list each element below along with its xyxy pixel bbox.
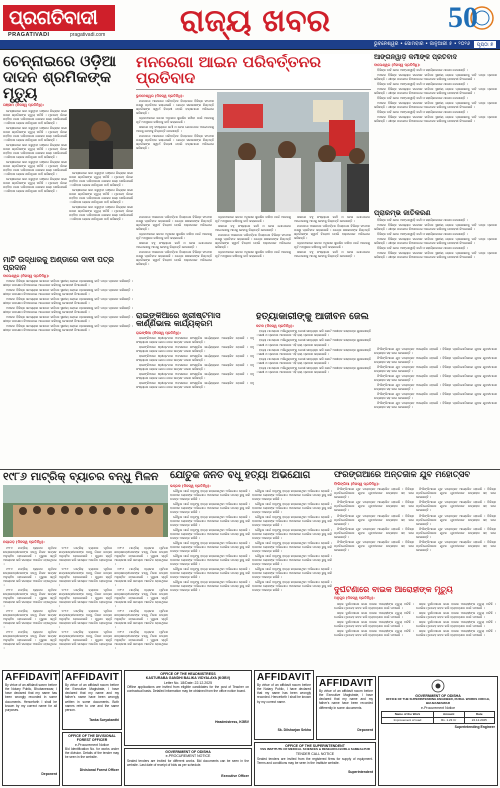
article-byline: ବାଲେଶ୍ୱର (ନିଜସ୍ୱ ପ୍ରତିନିଧି): [3, 273, 50, 278]
notice-subtitle: VSS INSTITUTE OF MEDICAL SCIENCES & RESEARCH BURLA SAMBALPUR [260, 747, 370, 752]
article-byline: ଭଦ୍ରକ (ନିଜସ୍ୱ ପ୍ରତିନିଧି): [170, 483, 211, 488]
masthead [0, 0, 500, 50]
reunion-group-photo [3, 485, 168, 537]
article-byline: ନୟାଗଡ଼ (ନିଜସ୍ୱ ପ୍ରତିନିଧି): [3, 540, 45, 545]
notice-signature: Deponent [357, 728, 373, 732]
notice-signature: Executive Officer [221, 773, 249, 778]
table-header: Amount [433, 712, 464, 718]
odisha-emblem-icon [431, 679, 445, 693]
notice-signature: Divisional Forest Officer [79, 768, 119, 773]
notice-subtitle: OFFICE OF THE SUPERINTENDING ENGINEER, RURAL WORKS CIRCLE, BHUBANESWAR [385, 697, 491, 706]
article-subheadline: ପ୍ରାରମ୍ଭ ଜାତିକରଣ [374, 209, 431, 218]
affidavit-notice-2[interactable] [62, 670, 122, 730]
notice-type: e-Procurement Notice [420, 705, 456, 710]
notice-signature: Deponent [41, 772, 57, 776]
notice-title: GOVERNMENT OF ODISHA [165, 750, 211, 754]
newspaper-logo[interactable]: ପ୍ରଗତିବାଦୀ [3, 5, 115, 31]
article-byline: କଟକ (ନିଜସ୍ୱ ପ୍ରତିନିଧି): [256, 323, 294, 328]
article-headline: ଆଙ୍ଗନୱାଡ଼ି କର୍ମୀଙ୍କ ପ୍ରତିବାଦ [374, 54, 457, 61]
notice-subtitle: KASTURABA GANDHI BALIKA VIDYALAYA (KGBV) [145, 676, 231, 681]
rural-works-notice[interactable] [378, 676, 498, 786]
section-title: ରାଜ୍ୟ ଖବର [179, 3, 331, 39]
affidavit-notice-4[interactable] [316, 676, 376, 740]
notice-heading: AFFIDAVIT [65, 672, 120, 683]
worker-portrait-photo [69, 109, 133, 169]
article-headline: ରାଇଙ୍କିଆରେ ଖ୍ରୀଷ୍ଟମାସ କାର୍ଣ୍ଣିଭାଲ କାର୍ଯ୍ୟକ୍ରମ [136, 312, 221, 329]
table-header: Name of the Work [382, 712, 434, 718]
article-youth-festival[interactable]: ଫିରିଙ୍ଗିଆରେ ଅନ୍ତର୍ଜାଳ ଯୁବ ମହୋତ୍ସବ ଫିରିଙ୍ଗିଆ (ନିଜସ୍ୱ ପ୍ରତିନିଧି): ଫିରିଙ୍ଗିଆରେ ଯୁବ ମହୋତ୍ସବ ଆୟୋଜିତ ହୋଇଛି । ବିଭିନ୍ନ ପ୍ରତିଯୋଗିତାରେ ଯୁବକ ଯୁବତୀମାନେ ଉତ୍ସାହର ସହ ଭାଗ ନେଇଛନ୍ତି । ଫିରିଙ୍ଗିଆରେ ଯୁବ ମହୋତ୍ସବ ଆୟୋଜିତ ହୋଇଛି । ବିଭିନ୍ନ ପ୍ରତିଯୋଗିତାରେ ଯୁବକ ଯୁବତୀମାନେ ଉତ୍ସାହର ସହ ଭାଗ ନେଇଛନ୍ତି । ଫିରିଙ୍ଗିଆରେ ଯୁବ ମହୋତ୍ସବ ଆୟୋଜିତ ହୋଇଛି । ବିଭିନ୍ନ ପ୍ରତିଯୋଗିତାରେ ଯୁବକ ଯୁବତୀମାନେ ଉତ୍ସାହର ସହ ଭାଗ ନେଇଛନ୍ତି । ଫିରିଙ୍ଗିଆରେ ଯୁବ ମହୋତ୍ସବ ଆୟୋଜିତ ହୋଇଛି । ବିଭିନ୍ନ ପ୍ରତିଯୋଗିତାରେ ଯୁବକ ଯୁବତୀମାନେ ଉତ୍ସାହର ସହ ଭାଗ ନେଇଛନ୍ତି । ଫିରିଙ୍ଗିଆରେ ଯୁବ ମହୋତ୍ସବ ଆୟୋଜିତ ହୋଇଛି । ବିଭିନ୍ନ ପ୍ରତିଯୋଗିତାରେ ଯୁବକ ଯୁବତୀମାନେ ଉତ୍ସାହର ସହ ଭାଗ ନେଇଛନ୍ତି । ଫିରିଙ୍ଗିଆରେ ଯୁବ ମହୋତ୍ସବ ଆୟୋଜିତ ହୋଇଛି । ବିଭିନ୍ନ ପ୍ରତିଯୋଗିତାରେ ଯୁବକ ଯୁବତୀମାନେ ଉତ୍ସାହର ସହ ଭାଗ ନେଇଛନ୍ତି । ଫିରିଙ୍ଗିଆରେ ଯୁବ ମହୋତ୍ସବ ଆୟୋଜିତ ହୋଇଛି । ବିଭିନ୍ନ ପ୍ରତିଯୋଗିତାରେ ଯୁବକ ଯୁବତୀମାନେ ଉତ୍ସାହର ସହ ଭାଗ ନେଇଛନ୍ତି । ଫିରିଙ୍ଗିଆରେ ଯୁବ ମହୋତ୍ସବ ଆୟୋଜିତ ହୋଇଛି । ବିଭିନ୍ନ ପ୍ରତିଯୋଗିତାରେ ଯୁବକ ଯୁବତୀମାନେ ଉତ୍ସାହର ସହ ଭାଗ ନେଇଛନ୍ତି । ଫିରିଙ୍ଗିଆରେ ଯୁବ ମହୋତ୍ସବ ଆୟୋଜିତ ହୋଇଛି । ବିଭିନ୍ନ ପ୍ରତିଯୋଗିତାରେ ଯୁବକ ଯୁବତୀମାନେ ଉତ୍ସାହର ସହ ଭାଗ ନେଇଛନ୍ତି । ଫିରିଙ୍ଗିଆରେ ଯୁବ ମହୋତ୍ସବ ଆୟୋଜିତ ହୋଇଛି । ବିଭିନ୍ନ ପ୍ରତିଯୋଗିତାରେ ଯୁବକ ଯୁବତୀମାନେ ଉତ୍ସାହର ସହ ଭାଗ ନେଇଛନ୍ତି । [334, 471, 496, 552]
anniversary-number: 50 [448, 1, 478, 34]
notice-body: Sealed tenders are invited from the registered firms for supply of equipment. Terms and conditions may be seen in the Institute website. [257, 756, 373, 765]
notice-body: By virtue of an affidavit sworn before the Executive Magistrate, I have declared that my name and my father's name have been recorded differently in some documents. [319, 689, 373, 710]
article-headline: ଫିରିଙ୍ଗିଆରେ ଅନ୍ତର୍ଜାଳ ଯୁବ ମହୋତ୍ସବ [334, 471, 471, 480]
notice-title: OFFICE OF THE DIVISIONAL FOREST OFFICER [68, 734, 116, 743]
article-byline: ଭୁବନେଶ୍ୱର (ନିଜସ୍ୱ ପ୍ରତିନିଧି): [136, 93, 184, 98]
notice-signature: Tanka Suryakanthi [89, 718, 119, 722]
notice-signature: Headmistress, KGBV [215, 720, 249, 725]
page-number: ପୃଷ୍ଠା ୭ [473, 40, 497, 49]
notice-body: Bid Identification No. for works under the division. Details of the tender may be seen in the website. [65, 747, 119, 760]
notice-body: Sealed tenders are invited for different works. Bid documents can be seen in the website. Last date of receipt of bids as per schedule. [127, 758, 249, 767]
article-headline: ମାଟି ଉଦ୍ଧାରକୁ ଅଣ୍ଡାରେ ଦାବୀ ପତ୍ର ପ୍ରଦାନ [3, 256, 114, 272]
table-header: Date [464, 712, 494, 718]
tender-table [381, 711, 495, 724]
article-body: ବିଭିନ୍ନ ଦାବି ନେଇ ଆଙ୍ଗନୱାଡ଼ି କର୍ମୀ ଓ ସହାୟିକାମାନେ ଧାରଣା ଦେଇଛନ୍ତି । ଅଞ୍ଚଳର ବିଭିନ୍ନ ସମସ୍ୟାର ସମାଧାନ ଦାବିରେ ସ୍ଥାନୀୟ ଲୋକେ ପ୍ରଶାସନକୁ ଦାବି ପତ୍ର ପ୍ରଦାନ କରିଛନ୍ତି । ଶୀଘ୍ର ପଦକ୍ଷେପ ନିଆନଗଲେ ଆନ୍ଦୋଳନ କରିବାକୁ ଚେତାବନୀ ଦିଆଯାଇଛି । ବିଭିନ୍ନ ଦାବି ନେଇ ଆଙ୍ଗନୱାଡ଼ି କର୍ମୀ ଓ ସହାୟିକାମାନେ ଧାରଣା ଦେଇଛନ୍ତି । ଅଞ୍ଚଳର ବିଭିନ୍ନ ସମସ୍ୟାର ସମାଧାନ ଦାବିରେ ସ୍ଥାନୀୟ ଲୋକେ ପ୍ରଶାସନକୁ ଦାବି ପତ୍ର ପ୍ରଦାନ କରିଛନ୍ତି । ଶୀଘ୍ର ପଦକ୍ଷେପ ନିଆନଗଲେ ଆନ୍ଦୋଳନ କରିବାକୁ ଚେତାବନୀ ଦିଆଯାଇଛି । ବିଭିନ୍ନ ଦାବି ନେଇ ଆଙ୍ଗନୱାଡ଼ି କର୍ମୀ ଓ ସହାୟିକାମାନେ ଧାରଣା ଦେଇଛନ୍ତି । ଅଞ୍ଚଳର ବିଭିନ୍ନ ସମସ୍ୟାର ସମାଧାନ ଦାବିରେ ସ୍ଥାନୀୟ ଲୋକେ ପ୍ରଶାସନକୁ ଦାବି ପତ୍ର ପ୍ରଦାନ କରିଛନ୍ତି । ଶୀଘ୍ର ପଦକ୍ଷେପ ନିଆନଗଲେ ଆନ୍ଦୋଳନ କରିବାକୁ ଚେତାବନୀ ଦିଆଯାଇଛି । ବିଭିନ୍ନ ଦାବି ନେଇ ଆଙ୍ଗନୱାଡ଼ି କର୍ମୀ ଓ ସହାୟିକାମାନେ ଧାରଣା ଦେଇଛନ୍ତି । ଅଞ୍ଚଳର ବିଭିନ୍ନ ସମସ୍ୟାର ସମାଧାନ ଦାବିରେ ସ୍ଥାନୀୟ ଲୋକେ ପ୍ରଶାସନକୁ ଦାବି ପତ୍ର ପ୍ରଦାନ କରିଛନ୍ତି । ଶୀଘ୍ର ପଦକ୍ଷେପ ନିଆନଗଲେ ଆନ୍ଦୋଳନ କରିବାକୁ ଚେତାବନୀ ଦିଆଯାଇଛି । [374, 68, 497, 124]
article-byline: ବାଲେଶ୍ୱର (ନିଜସ୍ୱ ପ୍ରତିନିଧି): [374, 62, 421, 67]
article-headline: ଦୁର୍ଘଟଣାରେ ବାଇକ ଆରୋହୀଙ୍କ ମୃତ୍ୟୁ [334, 586, 453, 594]
forest-office-notice[interactable] [62, 732, 122, 786]
notice-signature: Superintending Engineer [454, 724, 495, 729]
notice-heading: AFFIDAVIT [257, 672, 312, 683]
article-body: ରାଇଙ୍କିଆରେ ଖ୍ରୀଷ୍ଟମାସ ଅବସରରେ ସାଂସ୍କୃତିକ କାର୍ଯ୍ୟକ୍ରମ ଆୟୋଜିତ ହୋଇଛି । ବହୁ ସଂଖ୍ୟାରେ ଲୋକେ ଯୋଗ ଦେଇ ଉତ୍ସବ ପାଳନ କରିଛନ୍ତି । ରାଇଙ୍କିଆରେ ଖ୍ରୀଷ୍ଟମାସ ଅବସରରେ ସାଂସ୍କୃତିକ କାର୍ଯ୍ୟକ୍ରମ ଆୟୋଜିତ ହୋଇଛି । ବହୁ ସଂଖ୍ୟାରେ ଲୋକେ ଯୋଗ ଦେଇ ଉତ୍ସବ ପାଳନ କରିଛନ୍ତି । ରାଇଙ୍କିଆରେ ଖ୍ରୀଷ୍ଟମାସ ଅବସରରେ ସାଂସ୍କୃତିକ କାର୍ଯ୍ୟକ୍ରମ ଆୟୋଜିତ ହୋଇଛି । ବହୁ ସଂଖ୍ୟାରେ ଲୋକେ ଯୋଗ ଦେଇ ଉତ୍ସବ ପାଳନ କରିଛନ୍ତି । ରାଇଙ୍କିଆରେ ଖ୍ରୀଷ୍ଟମାସ ଅବସରରେ ସାଂସ୍କୃତିକ କାର୍ଯ୍ୟକ୍ରମ ଆୟୋଜିତ ହୋଇଛି । ବହୁ ସଂଖ୍ୟାରେ ଲୋକେ ଯୋଗ ଦେଇ ଉତ୍ସବ ପାଳନ କରିଛନ୍ତି । ରାଇଙ୍କିଆରେ ଖ୍ରୀଷ୍ଟମାସ ଅବସରରେ ସାଂସ୍କୃତିକ କାର୍ଯ୍ୟକ୍ରମ ଆୟୋଜିତ ହୋଇଛି । ବହୁ ସଂଖ୍ୟାରେ ଲୋକେ ଯୋଗ ଦେଇ ଉତ୍ସବ ପାଳନ କରିଛନ୍ତି । ରାଇଙ୍କିଆରେ ଖ୍ରୀଷ୍ଟମାସ ଅବସରରେ ସାଂସ୍କୃତିକ କାର୍ଯ୍ୟକ୍ରମ ଆୟୋଜିତ ହୋଇଛି । ବହୁ ସଂଖ୍ୟାରେ ଲୋକେ ଯୋଗ ଦେଇ ଉତ୍ସବ ପାଳନ କରିଛନ୍ତି । [136, 336, 254, 390]
article-body: ମନରେଗା ଆଇନରେ ପରିବର୍ତ୍ତନ ବିରୋଧରେ ବିଭିନ୍ନ ସଂଗଠନ ପକ୍ଷରୁ ପ୍ରତିବାଦ କରାଯାଇଛି । କେନ୍ଦ୍ର ସରକାରଙ୍କ ନିଷ୍ପତ୍ତି ଶ୍ରମିକଙ୍କ ସ୍ୱାର୍ଥ ବିରୋଧୀ ବୋଲି ବକ୍ତାମାନେ ଅଭିଯୋଗ କରିଛନ୍ତି । ଗ୍ରାମାଞ୍ଚଳରେ କାମର ଅଧିକାର ସୁରକ୍ଷିତ ରଖିବା ପାଇଁ ଆଇନକୁ ପୂର୍ବ ଅବସ୍ଥାରେ ରଖିବାକୁ ଦାବି କରାଯାଇଛି । ସଭାରେ ବହୁ ସଂଖ୍ୟାରେ କର୍ମୀ ଓ ନେତା ଯୋଗଦେଇ ଆନ୍ଦୋଳନକୁ ଆଗକୁ ନେବାକୁ ନିଷ୍ପତ୍ତି ନେଇଛନ୍ତି । ମନରେଗା ଆଇନରେ ପରିବର୍ତ୍ତନ ବିରୋଧରେ ବିଭିନ୍ନ ସଂଗଠନ ପକ୍ଷରୁ ପ୍ରତିବାଦ କରାଯାଇଛି । କେନ୍ଦ୍ର ସରକାରଙ୍କ ନିଷ୍ପତ୍ତି ଶ୍ରମିକଙ୍କ ସ୍ୱାର୍ଥ ବିରୋଧୀ ବୋଲି ବକ୍ତାମାନେ ଅଭିଯୋଗ କରିଛନ୍ତି । [136, 99, 214, 151]
article-dadan-worker[interactable]: ଚେନ୍ନାଇରେ ଓଡ଼ିଆ ଦାଦନ ଶ୍ରମିକଙ୍କ ମୃତ୍ୟୁ ଗଞ୍ଜାମ (ନିଜସ୍ୱ ପ୍ରତିନିଧି): ଚେନ୍ନାଇରେ କାମ କରୁଥିବା ଗଞ୍ଜାମ ଜିଲ୍ଲାର ଜଣେ ଦାଦନ ଶ୍ରମିକଙ୍କ ମୃତ୍ୟୁ ଘଟିଛି । ମୃତଦେହ ଗାଁରେ ପହଞ୍ଚିବା ପରେ ପରିବାରରେ ଶୋକର ଛାୟା ଖେଳିଯାଇଛି । ପରିବାର ଲୋକେ କ୍ଷତିପୂରଣ ଦାବି କରିଛନ୍ତି । ଚେନ୍ନାଇରେ କାମ କରୁଥିବା ଗଞ୍ଜାମ ଜିଲ୍ଲାର ଜଣେ ଦାଦନ ଶ୍ରମିକଙ୍କ ମୃତ୍ୟୁ ଘଟିଛି । ମୃତଦେହ ଗାଁରେ ପହଞ୍ଚିବା ପରେ ପରିବାରରେ ଶୋକର ଛାୟା ଖେଳିଯାଇଛି । ପରିବାର ଲୋକେ କ୍ଷତିପୂରଣ ଦାବି କରିଛନ୍ତି । ଚେନ୍ନାଇରେ କାମ କରୁଥିବା ଗଞ୍ଜାମ ଜିଲ୍ଲାର ଜଣେ ଦାଦନ ଶ୍ରମିକଙ୍କ ମୃତ୍ୟୁ ଘଟିଛି । ମୃତଦେହ ଗାଁରେ ପହଞ୍ଚିବା ପରେ ପରିବାରରେ ଶୋକର ଛାୟା ଖେଳିଯାଇଛି । ପରିବାର ଲୋକେ କ୍ଷତିପୂରଣ ଦାବି କରିଛନ୍ତି । ଚେନ୍ନାଇରେ କାମ କରୁଥିବା ଗଞ୍ଜାମ ଜିଲ୍ଲାର ଜଣେ ଦାଦନ ଶ୍ରମିକଙ୍କ ମୃତ୍ୟୁ ଘଟିଛି । ମୃତଦେହ ଗାଁରେ ପହଞ୍ଚିବା ପରେ ପରିବାରରେ ଶୋକର ଛାୟା ଖେଳିଯାଇଛି । ପରିବାର ଲୋକେ କ୍ଷତିପୂରଣ ଦାବି କରିଛନ୍ତି । ଚେନ୍ନାଇରେ କାମ କରୁଥିବା ଗଞ୍ଜାମ ଜିଲ୍ଲାର ଜଣେ ଦାଦନ ଶ୍ରମିକଙ୍କ ମୃତ୍ୟୁ ଘଟିଛି । ମୃତଦେହ ଗାଁରେ ପହଞ୍ଚିବା ପରେ ପରିବାରରେ ଶୋକର ଛାୟା ଖେଳିଯାଇଛି । ପରିବାର ଲୋକେ କ୍ଷତିପୂରଣ ଦାବି କରିଛନ୍ତି । ଚେନ୍ନାଇରେ କାମ କରୁଥିବା ଗଞ୍ଜାମ ଜିଲ୍ଲାର ଜଣେ ଦାଦନ ଶ୍ରମିକଙ୍କ ମୃତ୍ୟୁ ଘଟିଛି । ମୃତଦେହ ଗାଁରେ ପହଞ୍ଚିବା ପରେ ପରିବାରରେ ଶୋକର ଛାୟା ଖେଳିଯାଇଛି । ପରିବାର ଲୋକେ କ୍ଷତିପୂରଣ ଦାବି କରିଛନ୍ତି । ଚେନ୍ନାଇରେ କାମ କରୁଥିବା ଗଞ୍ଜାମ ଜିଲ୍ଲାର ଜଣେ ଦାଦନ ଶ୍ରମିକଙ୍କ ମୃତ୍ୟୁ ଘଟିଛି । ମୃତଦେହ ଗାଁରେ ପହଞ୍ଚିବା ପରେ ପରିବାରରେ ଶୋକର ଛାୟା ଖେଳିଯାଇଛି । ପରିବାର ଲୋକେ କ୍ଷତିପୂରଣ ଦାବି କରିଛନ୍ତି । ଚେନ୍ନାଇରେ କାମ କରୁଥିବା ଗଞ୍ଜାମ ଜିଲ୍ଲାର ଜଣେ ଦାଦନ ଶ୍ରମିକଙ୍କ ମୃତ୍ୟୁ ଘଟିଛି । ମୃତଦେହ ଗାଁରେ ପହଞ୍ଚିବା ପରେ ପରିବାରରେ ଶୋକର ଛାୟା ଖେଳିଯାଇଛି । ପରିବାର ଲୋକେ କ୍ଷତିପୂରଣ ଦାବି କରିଛନ୍ତି । [3, 54, 133, 254]
article-byline: ଅନୁଗୁଳ (ନିଜସ୍ୱ ପ୍ରତିନିଧି): [334, 596, 375, 601]
notice-heading: AFFIDAVIT [319, 678, 374, 689]
affidavit-notice-1[interactable] [2, 670, 60, 786]
article-bike-accident[interactable]: ଦୁର୍ଘଟଣାରେ ବାଇକ ଆରୋହୀଙ୍କ ମୃତ୍ୟୁ ଅନୁଗୁଳ (ନିଜସ୍ୱ ପ୍ରତିନିଧି): ସଡ଼କ ଦୁର୍ଘଟଣାରେ ଜଣେ ବାଇକ ଆରୋହୀଙ୍କ ମୃତ୍ୟୁ ଘଟିଛି । ପୋଲିସ ମୃତଦେହ ଜବତ କରି ବ୍ୟବଚ୍ଛେଦ ପାଇଁ ପଠାଇଛି । ସଡ଼କ ଦୁର୍ଘଟଣାରେ ଜଣେ ବାଇକ ଆରୋହୀଙ୍କ ମୃତ୍ୟୁ ଘଟିଛି । ପୋଲିସ ମୃତଦେହ ଜବତ କରି ବ୍ୟବଚ୍ଛେଦ ପାଇଁ ପଠାଇଛି । ସଡ଼କ ଦୁର୍ଘଟଣାରେ ଜଣେ ବାଇକ ଆରୋହୀଙ୍କ ମୃତ୍ୟୁ ଘଟିଛି । ପୋଲିସ ମୃତଦେହ ଜବତ କରି ବ୍ୟବଚ୍ଛେଦ ପାଇଁ ପଠାଇଛି । ସଡ଼କ ଦୁର୍ଘଟଣାରେ ଜଣେ ବାଇକ ଆରୋହୀଙ୍କ ମୃତ୍ୟୁ ଘଟିଛି । ପୋଲିସ ମୃତଦେହ ଜବତ କରି ବ୍ୟବଚ୍ଛେଦ ପାଇଁ ପଠାଇଛି । ସଡ଼କ ଦୁର୍ଘଟଣାରେ ଜଣେ ବାଇକ ଆରୋହୀଙ୍କ ମୃତ୍ୟୁ ଘଟିଛି । ପୋଲିସ ମୃତଦେହ ଜବତ କରି ବ୍ୟବଚ୍ଛେଦ ପାଇଁ ପଠାଇଛି । ସଡ଼କ ଦୁର୍ଘଟଣାରେ ଜଣେ ବାଇକ ଆରୋହୀଙ୍କ ମୃତ୍ୟୁ ଘଟିଛି । ପୋଲିସ ମୃତଦେହ ଜବତ କରି ବ୍ୟବଚ୍ଛେଦ ପାଇଁ ପଠାଇଛି । ସଡ଼କ ଦୁର୍ଘଟଣାରେ ଜଣେ ବାଇକ ଆରୋହୀଙ୍କ ମୃତ୍ୟୁ ଘଟିଛି । ପୋଲିସ ମୃତଦେହ ଜବତ କରି ବ୍ୟବଚ୍ଛେଦ ପାଇଁ ପଠାଇଛି । ସଡ଼କ ଦୁର୍ଘଟଣାରେ ଜଣେ ବାଇକ ଆରୋହୀଙ୍କ ମୃତ୍ୟୁ ଘଟିଛି । ପୋଲିସ ମୃତଦେହ ଜବତ କରି ବ୍ୟବଚ୍ଛେଦ ପାଇଁ ପଠାଇଛି । [334, 586, 496, 637]
notice-letter-number: Letter No. 18/Date: 22.12.2025 [163, 680, 213, 685]
article-christmas-carnival[interactable] [136, 312, 254, 467]
notice-subtitle: e-PROCUREMENT NOTICE [165, 754, 211, 759]
article-anganwadi-protest[interactable]: ଆଙ୍ଗନୱାଡ଼ି କର୍ମୀଙ୍କ ପ୍ରତିବାଦ ବାଲେଶ୍ୱର (ନିଜସ୍ୱ ପ୍ରତିନିଧି): ବିଭିନ୍ନ ଦାବି ନେଇ ଆଙ୍ଗନୱାଡ଼ି କର୍ମୀ ଓ ସହାୟିକାମାନେ ଧାରଣା ଦେଇଛନ୍ତି । ଅଞ୍ଚଳର ବିଭିନ୍ନ ସମସ୍ୟାର ସମାଧାନ ଦାବିରେ ସ୍ଥାନୀୟ ଲୋକେ ପ୍ରଶାସନକୁ ଦାବି ପତ୍ର ପ୍ରଦାନ କରିଛନ୍ତି । ଶୀଘ୍ର ପଦକ୍ଷେପ ନିଆନଗଲେ ଆନ୍ଦୋଳନ କରିବାକୁ ଚେତାବନୀ ଦିଆଯାଇଛି । ବିଭିନ୍ନ ଦାବି ନେଇ ଆଙ୍ଗନୱାଡ଼ି କର୍ମୀ ଓ ସହାୟିକାମାନେ ଧାରଣା ଦେଇଛନ୍ତି । ଅଞ୍ଚଳର ବିଭିନ୍ନ ସମସ୍ୟାର ସମାଧାନ ଦାବିରେ ସ୍ଥାନୀୟ ଲୋକେ ପ୍ରଶାସନକୁ ଦାବି ପତ୍ର ପ୍ରଦାନ କରିଛନ୍ତି । ଶୀଘ୍ର ପଦକ୍ଷେପ ନିଆନଗଲେ ଆନ୍ଦୋଳନ କରିବାକୁ ଚେତାବନୀ ଦିଆଯାଇଛି । ବିଭିନ୍ନ ଦାବି ନେଇ ଆଙ୍ଗନୱାଡ଼ି କର୍ମୀ ଓ ସହାୟିକାମାନେ ଧାରଣା ଦେଇଛନ୍ତି । ଅଞ୍ଚଳର ବିଭିନ୍ନ ସମସ୍ୟାର ସମାଧାନ ଦାବିରେ ସ୍ଥାନୀୟ ଲୋକେ ପ୍ରଶାସନକୁ ଦାବି ପତ୍ର ପ୍ରଦାନ କରିଛନ୍ତି । ଶୀଘ୍ର ପଦକ୍ଷେପ ନିଆନଗଲେ ଆନ୍ଦୋଳନ କରିବାକୁ ଚେତାବନୀ ଦିଆଯାଇଛି । ବିଭିନ୍ନ ଦାବି ନେଇ ଆଙ୍ଗନୱାଡ଼ି କର୍ମୀ ଓ ସହାୟିକାମାନେ ଧାରଣା ଦେଇଛନ୍ତି । ଅଞ୍ଚଳର ବିଭିନ୍ନ ସମସ୍ୟାର ସମାଧାନ ଦାବିରେ ସ୍ଥାନୀୟ ଲୋକେ ପ୍ରଶାସନକୁ ଦାବି ପତ୍ର ପ୍ରଦାନ କରିଛନ୍ତି । ଶୀଘ୍ର ପଦକ୍ଷେପ ନିଆନଗଲେ ଆନ୍ଦୋଳନ କରିବାକୁ ଚେତାବନୀ ଦିଆଯାଇଛି । ପ୍ରାରମ୍ଭ ଜାତିକରଣ ବିଭିନ୍ନ ଦାବି ନେଇ ଆଙ୍ଗନୱାଡ଼ି କର୍ମୀ ଓ ସହାୟିକାମାନେ ଧାରଣା ଦେଇଛନ୍ତି । ଅଞ୍ଚଳର ବିଭିନ୍ନ ସମସ୍ୟାର ସମାଧାନ ଦାବିରେ ସ୍ଥାନୀୟ ଲୋକେ ପ୍ରଶାସନକୁ ଦାବି ପତ୍ର ପ୍ରଦାନ କରିଛନ୍ତି । ଶୀଘ୍ର ପଦକ୍ଷେପ ନିଆନଗଲେ ଆନ୍ଦୋଳନ କରିବାକୁ ଚେତାବନୀ ଦିଆଯାଇଛି । ବିଭିନ୍ନ ଦାବି ନେଇ ଆଙ୍ଗନୱାଡ଼ି କର୍ମୀ ଓ ସହାୟିକାମାନେ ଧାରଣା ଦେଇଛନ୍ତି । ଅଞ୍ଚଳର ବିଭିନ୍ନ ସମସ୍ୟାର ସମାଧାନ ଦାବିରେ ସ୍ଥାନୀୟ ଲୋକେ ପ୍ରଶାସନକୁ ଦାବି ପତ୍ର ପ୍ରଦାନ କରିଛନ୍ତି । ଶୀଘ୍ର ପଦକ୍ଷେପ ନିଆନଗଲେ ଆନ୍ଦୋଳନ କରିବାକୁ ଚେତାବନୀ ଦିଆଯାଇଛି । ବିଭିନ୍ନ ଦାବି ନେଇ ଆଙ୍ଗନୱାଡ଼ି କର୍ମୀ ଓ ସହାୟିକାମାନେ ଧାରଣା ଦେଇଛନ୍ତି । ଅଞ୍ଚଳର ବିଭିନ୍ନ ସମସ୍ୟାର ସମାଧାନ ଦାବିରେ ସ୍ଥାନୀୟ ଲୋକେ ପ୍ରଶାସନକୁ ଦାବି ପତ୍ର ପ୍ରଦାନ କରିଛନ୍ତି । ଶୀଘ୍ର ପଦକ୍ଷେପ ନିଆନଗଲେ ଆନ୍ଦୋଳନ କରିବାକୁ ଚେତାବନୀ ଦିଆଯାଇଛି । [374, 54, 497, 259]
vimsar-tender-notice[interactable] [254, 742, 376, 786]
article-youth-festival-side[interactable]: ଫିରିଙ୍ଗିଆରେ ଯୁବ ମହୋତ୍ସବ ଆୟୋଜିତ ହୋଇଛି । ବିଭିନ୍ନ ପ୍ରତିଯୋଗିତାରେ ଯୁବକ ଯୁବତୀମାନେ ଉତ୍ସାହର ସହ ଭାଗ ନେଇଛନ୍ତି । ଫିରିଙ୍ଗିଆରେ ଯୁବ ମହୋତ୍ସବ ଆୟୋଜିତ ହୋଇଛି । ବିଭିନ୍ନ ପ୍ରତିଯୋଗିତାରେ ଯୁବକ ଯୁବତୀମାନେ ଉତ୍ସାହର ସହ ଭାଗ ନେଇଛନ୍ତି । ଫିରିଙ୍ଗିଆରେ ଯୁବ ମହୋତ୍ସବ ଆୟୋଜିତ ହୋଇଛି । ବିଭିନ୍ନ ପ୍ରତିଯୋଗିତାରେ ଯୁବକ ଯୁବତୀମାନେ ଉତ୍ସାହର ସହ ଭାଗ ନେଇଛନ୍ତି । ଫିରିଙ୍ଗିଆରେ ଯୁବ ମହୋତ୍ସବ ଆୟୋଜିତ ହୋଇଛି । ବିଭିନ୍ନ ପ୍ରତିଯୋଗିତାରେ ଯୁବକ ଯୁବତୀମାନେ ଉତ୍ସାହର ସହ ଭାଗ ନେଇଛନ୍ତି । ଫିରିଙ୍ଗିଆରେ ଯୁବ ମହୋତ୍ସବ ଆୟୋଜିତ ହୋଇଛି । ବିଭିନ୍ନ ପ୍ରତିଯୋଗିତାରେ ଯୁବକ ଯୁବତୀମାନେ ଉତ୍ସାହର ସହ ଭାଗ ନେଇଛନ୍ତି । ଫିରିଙ୍ଗିଆରେ ଯୁବ ମହୋତ୍ସବ ଆୟୋଜିତ ହୋଇଛି । ବିଭିନ୍ନ ପ୍ରତିଯୋଗିତାରେ ଯୁବକ ଯୁବତୀମାନେ ଉତ୍ସାହର ସହ ଭାଗ ନେଇଛନ୍ତି । ଫିରିଙ୍ଗିଆରେ ଯୁବ ମହୋତ୍ସବ ଆୟୋଜିତ ହୋଇଛି । ବିଭିନ୍ନ ପ୍ରତିଯୋଗିତାରେ ଯୁବକ ଯୁବତୀମାନେ ଉତ୍ସାହର ସହ ଭାଗ ନେଇଛନ୍ତି । [374, 347, 497, 410]
notice-call: TENDER CALL NOTICE [295, 752, 335, 757]
article-byline: ଫିରିଙ୍ଗିଆ (ନିଜସ୍ୱ ପ୍ରତିନିଧି): [334, 481, 380, 486]
notice-body: By virtue of an affidavit sworn before the Notary Public, I have declared that my name has been wrongly recorded. Henceforth I shall be known by my correct name. [257, 683, 311, 704]
notice-body: Offline applications are invited from eligible candidates for the post of Teacher on contractual basis. Detailed information may be obtained from the office notice board. [127, 685, 249, 694]
article-headline: ଚେନ୍ନାଇରେ ଓଡ଼ିଆ ଦାଦନ ଶ୍ରମିକଙ୍କ ମୃତ୍ୟୁ [3, 54, 117, 102]
article-mgnrega-protest[interactable]: ମନରେଗା ଆଇନ ପରିବର୍ତ୍ତନର ପ୍ରତିବାଦ ଭୁବନେଶ୍ୱର (ନିଜସ୍ୱ ପ୍ରତିନିଧି): ମନରେଗା ଆଇନରେ ପରିବର୍ତ୍ତନ ବିରୋଧରେ ବିଭିନ୍ନ ସଂଗଠନ ପକ୍ଷରୁ ପ୍ରତିବାଦ କରାଯାଇଛି । କେନ୍ଦ୍ର ସରକାରଙ୍କ ନିଷ୍ପତ୍ତି ଶ୍ରମିକଙ୍କ ସ୍ୱାର୍ଥ ବିରୋଧୀ ବୋଲି ବକ୍ତାମାନେ ଅଭିଯୋଗ କରିଛନ୍ତି । ଗ୍ରାମାଞ୍ଚଳରେ କାମର ଅଧିକାର ସୁରକ୍ଷିତ ରଖିବା ପାଇଁ ଆଇନକୁ ପୂର୍ବ ଅବସ୍ଥାରେ ରଖିବାକୁ ଦାବି କରାଯାଇଛି । ସଭାରେ ବହୁ ସଂଖ୍ୟାରେ କର୍ମୀ ଓ ନେତା ଯୋଗଦେଇ ଆନ୍ଦୋଳନକୁ ଆଗକୁ ନେବାକୁ ନିଷ୍ପତ୍ତି ନେଇଛନ୍ତି । ମନରେଗା ଆଇନରେ ପରିବର୍ତ୍ତନ ବିରୋଧରେ ବିଭିନ୍ନ ସଂଗଠନ ପକ୍ଷରୁ ପ୍ରତିବାଦ କରାଯାଇଛି । କେନ୍ଦ୍ର ସରକାରଙ୍କ ନିଷ୍ପତ୍ତି ଶ୍ରମିକଙ୍କ ସ୍ୱାର୍ଥ ବିରୋଧୀ ବୋଲି ବକ୍ତାମାନେ ଅଭିଯୋଗ କରିଛନ୍ତି । ମନରେଗା ଆଇନରେ ପରିବର୍ତ୍ତନ ବିରୋଧରେ ବିଭିନ୍ନ ସଂଗଠନ ପକ୍ଷରୁ ପ୍ରତିବାଦ କରାଯାଇଛି । କେନ୍ଦ୍ର ସରକାରଙ୍କ ନିଷ୍ପତ୍ତି ଶ୍ରମିକଙ୍କ ସ୍ୱାର୍ଥ ବିରୋଧୀ ବୋଲି ବକ୍ତାମାନେ ଅଭିଯୋଗ କରିଛନ୍ତି । ଗ୍ରାମାଞ୍ଚଳରେ କାମର ଅଧିକାର ସୁରକ୍ଷିତ ରଖିବା ପାଇଁ ଆଇନକୁ ପୂର୍ବ ଅବସ୍ଥାରେ ରଖିବାକୁ ଦାବି କରାଯାଇଛି । ସଭାରେ ବହୁ ସଂଖ୍ୟାରେ କର୍ମୀ ଓ ନେତା ଯୋଗଦେଇ ଆନ୍ଦୋଳନକୁ ଆଗକୁ ନେବାକୁ ନିଷ୍ପତ୍ତି ନେଇଛନ୍ତି । ମନରେଗା ଆଇନରେ ପରିବର୍ତ୍ତନ ବିରୋଧରେ ବିଭିନ୍ନ ସଂଗଠନ ପକ୍ଷରୁ ପ୍ରତିବାଦ କରାଯାଇଛି । କେନ୍ଦ୍ର ସରକାରଙ୍କ ନିଷ୍ପତ୍ତି ଶ୍ରମିକଙ୍କ ସ୍ୱାର୍ଥ ବିରୋଧୀ ବୋଲି ବକ୍ତାମାନେ ଅଭିଯୋଗ କରିଛନ୍ତି । ଗ୍ରାମାଞ୍ଚଳରେ କାମର ଅଧିକାର ସୁରକ୍ଷିତ ରଖିବା ପାଇଁ ଆଇନକୁ ପୂର୍ବ ଅବସ୍ଥାରେ ରଖିବାକୁ ଦାବି କରାଯାଇଛି । ସଭାରେ ବହୁ ସଂଖ୍ୟାରେ କର୍ମୀ ଓ ନେତା ଯୋଗଦେଇ ଆନ୍ଦୋଳନକୁ ଆଗକୁ ନେବାକୁ ନିଷ୍ପତ୍ତି ନେଇଛନ୍ତି । ମନରେଗା ଆଇନରେ ପରିବର୍ତ୍ତନ ବିରୋଧରେ ବିଭିନ୍ନ ସଂଗଠନ ପକ୍ଷରୁ ପ୍ରତିବାଦ କରାଯାଇଛି । କେନ୍ଦ୍ର ସରକାରଙ୍କ ନିଷ୍ପତ୍ତି ଶ୍ରମିକଙ୍କ ସ୍ୱାର୍ଥ ବିରୋଧୀ ବୋଲି ବକ୍ତାମାନେ ଅଭିଯୋଗ କରିଛନ୍ତି । ଗ୍ରାମାଞ୍ଚଳରେ କାମର ଅଧିକାର ସୁରକ୍ଷିତ ରଖିବା ପାଇଁ ଆଇନକୁ ପୂର୍ବ ଅବସ୍ଥାରେ ରଖିବାକୁ ଦାବି କରାଯାଇଛି । ସଭାରେ ବହୁ ସଂଖ୍ୟାରେ କର୍ମୀ ଓ ନେତା ଯୋଗଦେଇ ଆନ୍ଦୋଳନକୁ ଆଗକୁ ନେବାକୁ ନିଷ୍ପତ୍ତି ନେଇଛନ୍ତି । ମନରେଗା ଆଇନରେ ପରିବର୍ତ୍ତନ ବିରୋଧରେ ବିଭିନ୍ନ ସଂଗଠନ ପକ୍ଷରୁ ପ୍ରତିବାଦ କରାଯାଇଛି । କେନ୍ଦ୍ର ସରକାରଙ୍କ ନିଷ୍ପତ୍ତି ଶ୍ରମିକଙ୍କ ସ୍ୱାର୍ଥ ବିରୋଧୀ ବୋଲି ବକ୍ତାମାନେ ଅଭିଯୋଗ କରିଛନ୍ତି । ଗ୍ରାମାଞ୍ଚଳରେ କାମର ଅଧିକାର ସୁରକ୍ଷିତ ରଖିବା ପାଇଁ ଆଇନକୁ ପୂର୍ବ ଅବସ୍ଥାରେ ରଖିବାକୁ ଦାବି କରାଯାଇଛି । ସଭାରେ ବହୁ ସଂଖ୍ୟାରେ କର୍ମୀ ଓ ନେତା ଯୋଗଦେଇ ଆନ୍ଦୋଳନକୁ ଆଗକୁ ନେବାକୁ ନିଷ୍ପତ୍ତି ନେଇଛନ୍ତି । [136, 54, 370, 266]
article-byline: ରାଇଙ୍କିଆ (ନିଜସ୍ୱ ପ୍ରତିନିଧି): [136, 330, 182, 335]
article-body: ଚେନ୍ନାଇରେ କାମ କରୁଥିବା ଗଞ୍ଜାମ ଜିଲ୍ଲାର ଜଣେ ଦାଦନ ଶ୍ରମିକଙ୍କ ମୃତ୍ୟୁ ଘଟିଛି । ମୃତଦେହ ଗାଁରେ ପହଞ୍ଚିବା ପରେ ପରିବାରରେ ଶୋକର ଛାୟା ଖେଳିଯାଇଛି । ପରିବାର ଲୋକେ କ୍ଷତିପୂରଣ ଦାବି କରିଛନ୍ତି । ଚେନ୍ନାଇରେ କାମ କରୁଥିବା ଗଞ୍ଜାମ ଜିଲ୍ଲାର ଜଣେ ଦାଦନ ଶ୍ରମିକଙ୍କ ମୃତ୍ୟୁ ଘଟିଛି । ମୃତଦେହ ଗାଁରେ ପହଞ୍ଚିବା ପରେ ପରିବାରରେ ଶୋକର ଛାୟା ଖେଳିଯାଇଛି । ପରିବାର ଲୋକେ କ୍ଷତିପୂରଣ ଦାବି କରିଛନ୍ତି । ଚେନ୍ନାଇରେ କାମ କରୁଥିବା ଗଞ୍ଜାମ ଜିଲ୍ଲାର ଜଣେ ଦାଦନ ଶ୍ରମିକଙ୍କ ମୃତ୍ୟୁ ଘଟିଛି । ମୃତଦେହ ଗାଁରେ ପହଞ୍ଚିବା ପରେ ପରିବାରରେ ଶୋକର ଛାୟା ଖେଳିଯାଇଛି । ପରିବାର ଲୋକେ କ୍ଷତିପୂରଣ ଦାବି କରିଛନ୍ତି । ଚେନ୍ନାଇରେ କାମ କରୁଥିବା ଗଞ୍ଜାମ ଜିଲ୍ଲାର ଜଣେ ଦାଦନ ଶ୍ରମିକଙ୍କ ମୃତ୍ୟୁ ଘଟିଛି । ମୃତଦେହ ଗାଁରେ ପହଞ୍ଚିବା ପରେ ପରିବାରରେ ଶୋକର ଛାୟା ଖେଳିଯାଇଛି । ପରିବାର ଲୋକେ କ୍ଷତିପୂରଣ ଦାବି କରିଛନ୍ତି । ଚେନ୍ନାଇରେ କାମ କରୁଥିବା ଗଞ୍ଜାମ ଜିଲ୍ଲାର ଜଣେ ଦାଦନ ଶ୍ରମିକଙ୍କ ମୃତ୍ୟୁ ଘଟିଛି । ମୃତଦେହ ଗାଁରେ ପହଞ୍ଚିବା ପରେ ପରିବାରରେ ଶୋକର ଛାୟା ଖେଳିଯାଇଛି । ପରିବାର ଲୋକେ କ୍ଷତିପୂରଣ ଦାବି କରିଛନ୍ତି । [3, 108, 67, 194]
affidavit-notice-3[interactable] [254, 670, 314, 740]
article-headline: ମନରେଗା ଆଇନ ପରିବର୍ତ୍ତନର ପ୍ରତିବାଦ [136, 54, 371, 90]
govt-eprocurement-notice[interactable] [124, 748, 252, 786]
divider [0, 469, 500, 470]
notice-title: GOVERNMENT OF ODISHA [415, 694, 461, 698]
notice-body: By virtue of an affidavit sworn before the Notary Public, Bhubaneswar, I have declared that my name has been wrongly recorded in some documents. Henceforth I shall be known by my correct name for all purposes. [5, 683, 57, 712]
notice-signature: Sk. Dilsharjan Sekha [277, 728, 311, 732]
article-headline: ଯୌତୁକ ଜନିତ ବଧୂ ହତ୍ୟା ଅଭିଯୋଗ [170, 471, 311, 481]
issue-date: ଭୁବନେଶ୍ୱର • ସୋମବାର • ଜାନୁଆରୀ ୫ • ୨୦୨୬ [373, 41, 470, 47]
notice-body: By virtue of an affidavit sworn before the Executive Magistrate, I have declared that my name and my father's name have been wrongly written in some documents. Both names refer to one and the same person. [65, 683, 119, 712]
notice-title: OFFICE OF THE HEADMISTRESS [160, 672, 216, 676]
article-dowry-death[interactable]: ଯୌତୁକ ଜନିତ ବଧୂ ହତ୍ୟା ଅଭିଯୋଗ ଭଦ୍ରକ (ନିଜସ୍ୱ ପ୍ରତିନିଧି): ଯୌତୁକ ପାଇଁ ବଧୂଙ୍କୁ ହତ୍ୟା କରାଯାଇଥିବା ଅଭିଯୋଗ ହୋଇଛି । ବାପଘର ଲୋକଙ୍କ ଅଭିଯୋଗ ଆଧାରରେ ପୋଲିସ ମାମଲା ରୁଜୁ କରି ତଦନ୍ତ ଆରମ୍ଭ କରିଛି । ଯୌତୁକ ପାଇଁ ବଧୂଙ୍କୁ ହତ୍ୟା କରାଯାଇଥିବା ଅଭିଯୋଗ ହୋଇଛି । ବାପଘର ଲୋକଙ୍କ ଅଭିଯୋଗ ଆଧାରରେ ପୋଲିସ ମାମଲା ରୁଜୁ କରି ତଦନ୍ତ ଆରମ୍ଭ କରିଛି । ଯୌତୁକ ପାଇଁ ବଧୂଙ୍କୁ ହତ୍ୟା କରାଯାଇଥିବା ଅଭିଯୋଗ ହୋଇଛି । ବାପଘର ଲୋକଙ୍କ ଅଭିଯୋଗ ଆଧାରରେ ପୋଲିସ ମାମଲା ରୁଜୁ କରି ତଦନ୍ତ ଆରମ୍ଭ କରିଛି । ଯୌତୁକ ପାଇଁ ବଧୂଙ୍କୁ ହତ୍ୟା କରାଯାଇଥିବା ଅଭିଯୋଗ ହୋଇଛି । ବାପଘର ଲୋକଙ୍କ ଅଭିଯୋଗ ଆଧାରରେ ପୋଲିସ ମାମଲା ରୁଜୁ କରି ତଦନ୍ତ ଆରମ୍ଭ କରିଛି । ଯୌତୁକ ପାଇଁ ବଧୂଙ୍କୁ ହତ୍ୟା କରାଯାଇଥିବା ଅଭିଯୋଗ ହୋଇଛି । ବାପଘର ଲୋକଙ୍କ ଅଭିଯୋଗ ଆଧାରରେ ପୋଲିସ ମାମଲା ରୁଜୁ କରି ତଦନ୍ତ ଆରମ୍ଭ କରିଛି । ଯୌତୁକ ପାଇଁ ବଧୂଙ୍କୁ ହତ୍ୟା କରାଯାଇଥିବା ଅଭିଯୋଗ ହୋଇଛି । ବାପଘର ଲୋକଙ୍କ ଅଭିଯୋଗ ଆଧାରରେ ପୋଲିସ ମାମଲା ରୁଜୁ କରି ତଦନ୍ତ ଆରମ୍ଭ କରିଛି । ଯୌତୁକ ପାଇଁ ବଧୂଙ୍କୁ ହତ୍ୟା କରାଯାଇଥିବା ଅଭିଯୋଗ ହୋଇଛି । ବାପଘର ଲୋକଙ୍କ ଅଭିଯୋଗ ଆଧାରରେ ପୋଲିସ ମାମଲା ରୁଜୁ କରି ତଦନ୍ତ ଆରମ୍ଭ କରିଛି । ଯୌତୁକ ପାଇଁ ବଧୂଙ୍କୁ ହତ୍ୟା କରାଯାଇଥିବା ଅଭିଯୋଗ ହୋଇଛି । ବାପଘର ଲୋକଙ୍କ ଅଭିଯୋଗ ଆଧାରରେ ପୋଲିସ ମାମଲା ରୁଜୁ କରି ତଦନ୍ତ ଆରମ୍ଭ କରିଛି । ଯୌତୁକ ପାଇଁ ବଧୂଙ୍କୁ ହତ୍ୟା କରାଯାଇଥିବା ଅଭିଯୋଗ ହୋଇଛି । ବାପଘର ଲୋକଙ୍କ ଅଭିଯୋଗ ଆଧାରରେ ପୋଲିସ ମାମଲା ରୁଜୁ କରି ତଦନ୍ତ ଆରମ୍ଭ କରିଛି । ଯୌତୁକ ପାଇଁ ବଧୂଙ୍କୁ ହତ୍ୟା କରାଯାଇଥିବା ଅଭିଯୋଗ ହୋଇଛି । ବାପଘର ଲୋକଙ୍କ ଅଭିଯୋଗ ଆଧାରରେ ପୋଲିସ ମାମଲା ରୁଜୁ କରି ତଦନ୍ତ ଆରମ୍ଭ କରିଛି । ଯୌତୁକ ପାଇଁ ବଧୂଙ୍କୁ ହତ୍ୟା କରାଯାଇଥିବା ଅଭିଯୋଗ ହୋଇଛି । ବାପଘର ଲୋକଙ୍କ ଅଭିଯୋଗ ଆଧାରରେ ପୋଲିସ ମାମଲା ରୁଜୁ କରି ତଦନ୍ତ ଆରମ୍ଭ କରିଛି । ଯୌତୁକ ପାଇଁ ବଧୂଙ୍କୁ ହତ୍ୟା କରାଯାଇଥିବା ଅଭିଯୋଗ ହୋଇଛି । ବାପଘର ଲୋକଙ୍କ ଅଭିଯୋଗ ଆଧାରରେ ପୋଲିସ ମାମଲା ରୁଜୁ କରି ତଦନ୍ତ ଆରମ୍ଭ କରିଛି । ଯୌତୁକ ପାଇଁ ବଧୂଙ୍କୁ ହତ୍ୟା କରାଯାଇଥିବା ଅଭିଯୋଗ ହୋଇଛି । ବାପଘର ଲୋକଙ୍କ ଅଭିଯୋଗ ଆଧାରରେ ପୋଲିସ ମାମଲା ରୁଜୁ କରି ତଦନ୍ତ ଆରମ୍ଭ କରିଛି । ଯୌତୁକ ପାଇଁ ବଧୂଙ୍କୁ ହତ୍ୟା କରାଯାଇଥିବା ଅଭିଯୋଗ ହୋଇଛି । ବାପଘର ଲୋକଙ୍କ ଅଭିଯୋଗ ଆଧାରରେ ପୋଲିସ ମାମଲା ରୁଜୁ କରି ତଦନ୍ତ ଆରମ୍ଭ କରିଛି । ଯୌତୁକ ପାଇଁ ବଧୂଙ୍କୁ ହତ୍ୟା କରାଯାଇଥିବା ଅଭିଯୋଗ ହୋଇଛି । ବାପଘର ଲୋକଙ୍କ ଅଭିଯୋଗ ଆଧାରରେ ପୋଲିସ ମାମଲା ରୁଜୁ କରି ତଦନ୍ତ ଆରମ୍ଭ କରିଛି । ଯୌତୁକ ପାଇଁ ବଧୂଙ୍କୁ ହତ୍ୟା କରାଯାଇଥିବା ଅଭିଯୋଗ ହୋଇଛି । ବାପଘର ଲୋକଙ୍କ ଅଭିଯୋଗ ଆଧାରରେ ପୋଲିସ ମାମଲା ରୁଜୁ କରି ତଦନ୍ତ ଆରମ୍ଭ କରିଛି । [170, 471, 332, 593]
protest-rally-photo [217, 92, 369, 212]
notice-heading: AFFIDAVIT [5, 672, 60, 683]
dateline-bar [0, 40, 500, 49]
notice-signature: Superintendent [348, 769, 373, 774]
article-headline: ହତ୍ୟାକାରୀଙ୍କୁ ଆଜୀବନ ଜେଲ [256, 312, 369, 322]
kgbv-notice[interactable] [124, 670, 252, 746]
notice-subtitle: e-Procurement Notice [74, 742, 110, 747]
anniversary-badge [442, 2, 498, 36]
article-life-sentence[interactable] [256, 312, 371, 467]
logo-subtitle: PRAGATIVADI [8, 32, 50, 38]
article-headline: ୧୯୮୬ ମାଟ୍ରିକ୍ ବ୍ୟାଚର ବନ୍ଧୁ ମିଳନ [3, 471, 159, 483]
article-byline: ଗଞ୍ଜାମ (ନିଜସ୍ୱ ପ୍ରତିନିଧି): [3, 103, 45, 108]
article-demand-letter[interactable] [3, 256, 133, 364]
notice-title: OFFICE OF THE SUPERINTENDENT [285, 744, 345, 748]
article-body: ହତ୍ୟା ମାମଲାରେ ଅଭିଯୁକ୍ତଙ୍କୁ ଦୋଷୀ ସାବ୍ୟସ୍ତ କରି କୋର୍ଟ ଆଜୀବନ କାରାଦଣ୍ଡ ଶୁଣାଇଛନ୍ତି । ସାକ୍ଷୀ ଓ ପ୍ରମାଣ ଆଧାରରେ ଏହି ରାୟ ପ୍ରଦାନ କରାଯାଇଛି । ହତ୍ୟା ମାମଲାରେ ଅଭିଯୁକ୍ତଙ୍କୁ ଦୋଷୀ ସାବ୍ୟସ୍ତ କରି କୋର୍ଟ ଆଜୀବନ କାରାଦଣ୍ଡ ଶୁଣାଇଛନ୍ତି । ସାକ୍ଷୀ ଓ ପ୍ରମାଣ ଆଧାରରେ ଏହି ରାୟ ପ୍ରଦାନ କରାଯାଇଛି । ହତ୍ୟା ମାମଲାରେ ଅଭିଯୁକ୍ତଙ୍କୁ ଦୋଷୀ ସାବ୍ୟସ୍ତ କରି କୋର୍ଟ ଆଜୀବନ କାରାଦଣ୍ଡ ଶୁଣାଇଛନ୍ତି । ସାକ୍ଷୀ ଓ ପ୍ରମାଣ ଆଧାରରେ ଏହି ରାୟ ପ୍ରଦାନ କରାଯାଇଛି । ହତ୍ୟା ମାମଲାରେ ଅଭିଯୁକ୍ତଙ୍କୁ ଦୋଷୀ ସାବ୍ୟସ୍ତ କରି କୋର୍ଟ ଆଜୀବନ କାରାଦଣ୍ଡ ଶୁଣାଇଛନ୍ତି । ସାକ୍ଷୀ ଓ ପ୍ରମାଣ ଆଧାରରେ ଏହି ରାୟ ପ୍ରଦାନ କରାଯାଇଛି । ହତ୍ୟା ମାମଲାରେ ଅଭିଯୁକ୍ତଙ୍କୁ ଦୋଷୀ ସାବ୍ୟସ୍ତ କରି କୋର୍ଟ ଆଜୀବନ କାରାଦଣ୍ଡ ଶୁଣାଇଛନ୍ତି । ସାକ୍ଷୀ ଓ ପ୍ରମାଣ ଆଧାରରେ ଏହି ରାୟ ପ୍ରଦାନ କରାଯାଇଛି । [256, 329, 371, 374]
website-label: pragativadi.com [70, 32, 106, 38]
table-row: Improvement of road Rs. 1.23 Cr 24.12.2025 [382, 718, 495, 724]
article-matric-reunion[interactable]: ୧୯୮୬ ମାଟ୍ରିକ୍ ବ୍ୟାଚର ବନ୍ଧୁ ମିଳନ ନୟାଗଡ଼ (ନିଜସ୍ୱ ପ୍ରତିନିଧି): ୧୯୮୬ ମାଟ୍ରିକ୍ ବ୍ୟାଚର ପୂର୍ବତନ ଛାତ୍ରଛାତ୍ରୀମାନଙ୍କ ବନ୍ଧୁ ମିଳନ ଉତ୍ସବ ଅନୁଷ୍ଠିତ ହୋଇଯାଇଛି । ପୁରୁଣା ସ୍ମୃତି ଆଲୋଚନା କରି ସମସ୍ତେ ଆନନ୍ଦିତ ହୋଇଥିଲେ । ୧୯୮୬ ମାଟ୍ରିକ୍ ବ୍ୟାଚର ପୂର୍ବତନ ଛାତ୍ରଛାତ୍ରୀମାନଙ୍କ ବନ୍ଧୁ ମିଳନ ଉତ୍ସବ ଅନୁଷ୍ଠିତ ହୋଇଯାଇଛି । ପୁରୁଣା ସ୍ମୃତି ଆଲୋଚନା କରି ସମସ୍ତେ ଆନନ୍ଦିତ ହୋଇଥିଲେ । ୧୯୮୬ ମାଟ୍ରିକ୍ ବ୍ୟାଚର ପୂର୍ବତନ ଛାତ୍ରଛାତ୍ରୀମାନଙ୍କ ବନ୍ଧୁ ମିଳନ ଉତ୍ସବ ଅନୁଷ୍ଠିତ ହୋଇଯାଇଛି । ପୁରୁଣା ସ୍ମୃତି ଆଲୋଚନା କରି ସମସ୍ତେ ଆନନ୍ଦିତ ହୋଇଥିଲେ । ୧୯୮୬ ମାଟ୍ରିକ୍ ବ୍ୟାଚର ପୂର୍ବତନ ଛାତ୍ରଛାତ୍ରୀମାନଙ୍କ ବନ୍ଧୁ ମିଳନ ଉତ୍ସବ ଅନୁଷ୍ଠିତ ହୋଇଯାଇଛି । ପୁରୁଣା ସ୍ମୃତି ଆଲୋଚନା କରି ସମସ୍ତେ ଆନନ୍ଦିତ ହୋଇଥିଲେ । ୧୯୮୬ ମାଟ୍ରିକ୍ ବ୍ୟାଚର ପୂର୍ବତନ ଛାତ୍ରଛାତ୍ରୀମାନଙ୍କ ବନ୍ଧୁ ମିଳନ ଉତ୍ସବ ଅନୁଷ୍ଠିତ ହୋଇଯାଇଛି । ପୁରୁଣା ସ୍ମୃତି ଆଲୋଚନା କରି ସମସ୍ତେ ଆନନ୍ଦିତ ହୋଇଥିଲେ । ୧୯୮୬ ମାଟ୍ରିକ୍ ବ୍ୟାଚର ପୂର୍ବତନ ଛାତ୍ରଛାତ୍ରୀମାନଙ୍କ ବନ୍ଧୁ ମିଳନ ଉତ୍ସବ ଅନୁଷ୍ଠିତ ହୋଇଯାଇଛି । ପୁରୁଣା ସ୍ମୃତି ଆଲୋଚନା କରି ସମସ୍ତେ ଆନନ୍ଦିତ ହୋଇଥିଲେ । ୧୯୮୬ ମାଟ୍ରିକ୍ ବ୍ୟାଚର ପୂର୍ବତନ ଛାତ୍ରଛାତ୍ରୀମାନଙ୍କ ବନ୍ଧୁ ମିଳନ ଉତ୍ସବ ଅନୁଷ୍ଠିତ ହୋଇଯାଇଛି । ପୁରୁଣା ସ୍ମୃତି ଆଲୋଚନା କରି ସମସ୍ତେ ଆନନ୍ଦିତ ହୋଇଥିଲେ । ୧୯୮୬ ମାଟ୍ରିକ୍ ବ୍ୟାଚର ପୂର୍ବତନ ଛାତ୍ରଛାତ୍ରୀମାନଙ୍କ ବନ୍ଧୁ ମିଳନ ଉତ୍ସବ ଅନୁଷ୍ଠିତ ହୋଇଯାଇଛି । ପୁରୁଣା ସ୍ମୃତି ଆଲୋଚନା କରି ସମସ୍ତେ ଆନନ୍ଦିତ ହୋଇଥିଲେ । ୧୯୮୬ ମାଟ୍ରିକ୍ ବ୍ୟାଚର ପୂର୍ବତନ ଛାତ୍ରଛାତ୍ରୀମାନଙ୍କ ବନ୍ଧୁ ମିଳନ ଉତ୍ସବ ଅନୁଷ୍ଠିତ ହୋଇଯାଇଛି । ପୁରୁଣା ସ୍ମୃତି ଆଲୋଚନା କରି ସମସ୍ତେ ଆନନ୍ଦିତ ହୋଇଥିଲେ । ୧୯୮୬ ମାଟ୍ରିକ୍ ବ୍ୟାଚର ପୂର୍ବତନ ଛାତ୍ରଛାତ୍ରୀମାନଙ୍କ ବନ୍ଧୁ ମିଳନ ଉତ୍ସବ ଅନୁଷ୍ଠିତ ହୋଇଯାଇଛି । ପୁରୁଣା ସ୍ମୃତି ଆଲୋଚନା କରି ସମସ୍ତେ ଆନନ୍ଦିତ ହୋଇଥିଲେ । ୧୯୮୬ ମାଟ୍ରିକ୍ ବ୍ୟାଚର ପୂର୍ବତନ ଛାତ୍ରଛାତ୍ରୀମାନଙ୍କ ବନ୍ଧୁ ମିଳନ ଉତ୍ସବ ଅନୁଷ୍ଠିତ ହୋଇଯାଇଛି । ପୁରୁଣା ସ୍ମୃତି ଆଲୋଚନା କରି ସମସ୍ତେ ଆନନ୍ଦିତ ହୋଇଥିଲେ । ୧୯୮୬ ମାଟ୍ରିକ୍ ବ୍ୟାଚର ପୂର୍ବତନ ଛାତ୍ରଛାତ୍ରୀମାନଙ୍କ ବନ୍ଧୁ ମିଳନ ଉତ୍ସବ ଅନୁଷ୍ଠିତ ହୋଇଯାଇଛି । ପୁରୁଣା ସ୍ମୃତି ଆଲୋଚନା କରି ସମସ୍ତେ ଆନନ୍ଦିତ ହୋଇଥିଲେ । ୧୯୮୬ ମାଟ୍ରିକ୍ ବ୍ୟାଚର ପୂର୍ବତନ ଛାତ୍ରଛାତ୍ରୀମାନଙ୍କ ବନ୍ଧୁ ମିଳନ ଉତ୍ସବ ଅନୁଷ୍ଠିତ ହୋଇଯାଇଛି । ପୁରୁଣା ସ୍ମୃତି ଆଲୋଚନା କରି ସମସ୍ତେ ଆନନ୍ଦିତ ହୋଇଥିଲେ । ୧୯୮୬ ମାଟ୍ରିକ୍ ବ୍ୟାଚର ପୂର୍ବତନ ଛାତ୍ରଛାତ୍ରୀମାନଙ୍କ ବନ୍ଧୁ ମିଳନ ଉତ୍ସବ ଅନୁଷ୍ଠିତ ହୋଇଯାଇଛି । ପୁରୁଣା ସ୍ମୃତି ଆଲୋଚନା କରି ସମସ୍ତେ ଆନନ୍ଦିତ ହୋଇଥିଲେ । ୧୯୮୬ ମାଟ୍ରିକ୍ ବ୍ୟାଚର ପୂର୍ବତନ ଛାତ୍ରଛାତ୍ରୀମାନଙ୍କ ବନ୍ଧୁ ମିଳନ ଉତ୍ସବ ଅନୁଷ୍ଠିତ ହୋଇଯାଇଛି । ପୁରୁଣା ସ୍ମୃତି ଆଲୋଚନା କରି ସମସ୍ତେ ଆନନ୍ଦିତ ହୋଇଥିଲେ । [3, 471, 168, 651]
article-body: ଅଞ୍ଚଳର ବିଭିନ୍ନ ସମସ୍ୟାର ସମାଧାନ ଦାବିରେ ସ୍ଥାନୀୟ ଲୋକେ ପ୍ରଶାସନକୁ ଦାବି ପତ୍ର ପ୍ରଦାନ କରିଛନ୍ତି । ଶୀଘ୍ର ପଦକ୍ଷେପ ନିଆନଗଲେ ଆନ୍ଦୋଳନ କରିବାକୁ ଚେତାବନୀ ଦିଆଯାଇଛି । ଅଞ୍ଚଳର ବିଭିନ୍ନ ସମସ୍ୟାର ସମାଧାନ ଦାବିରେ ସ୍ଥାନୀୟ ଲୋକେ ପ୍ରଶାସନକୁ ଦାବି ପତ୍ର ପ୍ରଦାନ କରିଛନ୍ତି । ଶୀଘ୍ର ପଦକ୍ଷେପ ନିଆନଗଲେ ଆନ୍ଦୋଳନ କରିବାକୁ ଚେତାବନୀ ଦିଆଯାଇଛି । ଅଞ୍ଚଳର ବିଭିନ୍ନ ସମସ୍ୟାର ସମାଧାନ ଦାବିରେ ସ୍ଥାନୀୟ ଲୋକେ ପ୍ରଶାସନକୁ ଦାବି ପତ୍ର ପ୍ରଦାନ କରିଛନ୍ତି । ଶୀଘ୍ର ପଦକ୍ଷେପ ନିଆନଗଲେ ଆନ୍ଦୋଳନ କରିବାକୁ ଚେତାବନୀ ଦିଆଯାଇଛି । ଅଞ୍ଚଳର ବିଭିନ୍ନ ସମସ୍ୟାର ସମାଧାନ ଦାବିରେ ସ୍ଥାନୀୟ ଲୋକେ ପ୍ରଶାସନକୁ ଦାବି ପତ୍ର ପ୍ରଦାନ କରିଛନ୍ତି । ଶୀଘ୍ର ପଦକ୍ଷେପ ନିଆନଗଲେ ଆନ୍ଦୋଳନ କରିବାକୁ ଚେତାବନୀ ଦିଆଯାଇଛି । ଅଞ୍ଚଳର ବିଭିନ୍ନ ସମସ୍ୟାର ସମାଧାନ ଦାବିରେ ସ୍ଥାନୀୟ ଲୋକେ ପ୍ରଶାସନକୁ ଦାବି ପତ୍ର ପ୍ରଦାନ କରିଛନ୍ତି । ଶୀଘ୍ର ପଦକ୍ଷେପ ନିଆନଗଲେ ଆନ୍ଦୋଳନ କରିବାକୁ ଚେତାବନୀ ଦିଆଯାଇଛି । ଅଞ୍ଚଳର ବିଭିନ୍ନ ସମସ୍ୟାର ସମାଧାନ ଦାବିରେ ସ୍ଥାନୀୟ ଲୋକେ ପ୍ରଶାସନକୁ ଦାବି ପତ୍ର ପ୍ରଦାନ କରିଛନ୍ତି । ଶୀଘ୍ର ପଦକ୍ଷେପ ନିଆନଗଲେ ଆନ୍ଦୋଳନ କରିବାକୁ ଚେତାବନୀ ଦିଆଯାଇଛି । [3, 279, 133, 333]
